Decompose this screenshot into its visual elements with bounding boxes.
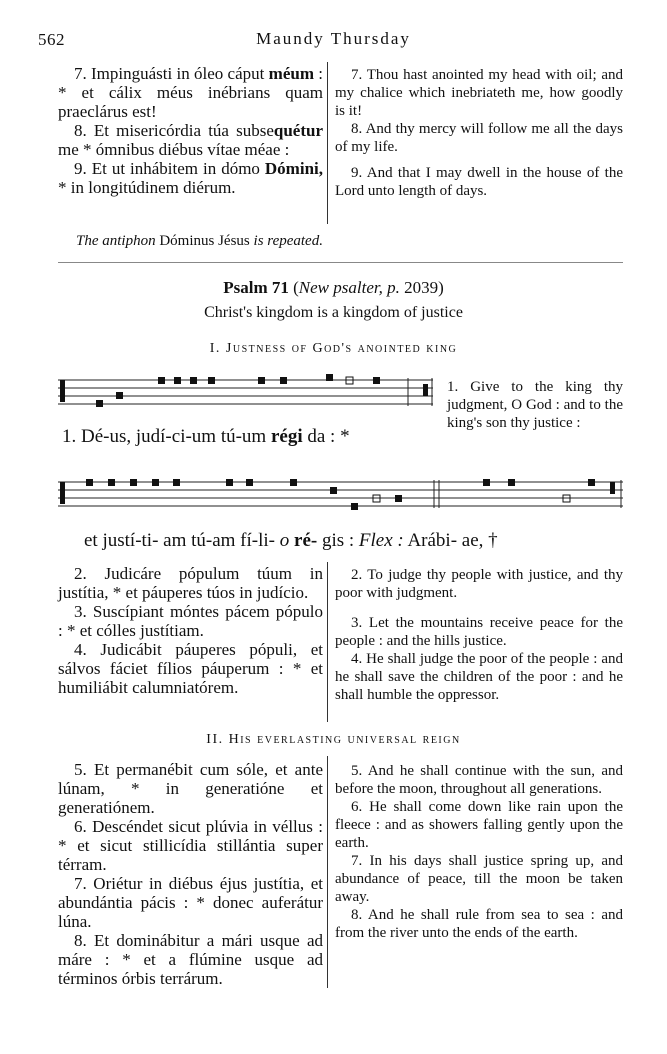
latin-verses-low (58, 760, 323, 988)
latin-verse-6: 6. Descéndet sicut plúvia in véllus : * et sicut stillicídia stillántia super térram. (58, 817, 323, 874)
chant-staff-1 (58, 374, 438, 414)
english-verse-8b: 8. And he shall rule from sea to sea : and from the river unto the ends of the earth. (335, 907, 623, 941)
chant-staff-2 (58, 478, 626, 518)
latin-verse-5: 5. Et permanébit cum sóle, et ante lúnam, * in generatióne et generatiónem. (58, 760, 323, 817)
english-verses-low (335, 762, 623, 942)
latin-verse-2: 2. Judicáre pópulum túum in justítia, * et páuperes túos in judício. (58, 564, 323, 602)
chant-lyric-2: et justí-ti- am tú-am fí-li- o ré- gis : Flex : Arábi- ae, † (84, 530, 498, 551)
latin-verse-7b: 7. Oriétur in diébus éjus justítia, et abundántia pácis : * donec auferátur lúna. (58, 874, 323, 931)
latin-verse-9: 9. Et ut inhábitem in dómo Dómini, * in longitúdinem diérum. (58, 159, 323, 197)
section-heading-2: II. His everlasting universal reign (206, 732, 461, 747)
latin-verse-7: 7. Impinguásti in óleo cáput méum : * et cálix méus inébrians quam praeclárus est! (58, 64, 323, 121)
latin-verse-8b: 8. Et dominábitur a mári usque ad máre : * et a flúmine usque ad términos órbis terrárum. (58, 931, 323, 988)
running-title: Maundy Thursday (256, 29, 411, 48)
chant-lyric-1: 1. Dé-us, judí-ci-um tú-um régi da : * (62, 426, 350, 447)
column-divider (327, 62, 328, 224)
english-verse-6: 6. He shall come down like rain upon the fleece : and as showers falling gently upon the earth. (335, 799, 623, 851)
english-verse-5: 5. And he shall continue with the sun, and before the moon, throughout all generations. (335, 763, 623, 797)
english-verse-2: 2. To judge thy people with justice, and thy poor with judgment. (335, 567, 623, 601)
column-divider (327, 562, 328, 722)
english-verses-top (335, 66, 623, 200)
english-verses-mid (335, 566, 623, 704)
latin-verses-mid (58, 564, 323, 697)
latin-verse-8: 8. Et misericórdia túa subsequétur me * ómnibus diébus vítae méae : (58, 121, 323, 159)
english-verse-8: 8. And thy mercy will follow me all the days of my life. (335, 121, 623, 155)
psalm-subtitle: Christ's kingdom is a kingdom of justice (204, 304, 463, 321)
column-divider (327, 756, 328, 988)
english-verse-1: 1. Give to the king thy judgment, O God : and to the king's son thy justice : (447, 379, 623, 431)
section-heading-1: I. Justness of God's anointed king (209, 341, 458, 356)
english-verse-3: 3. Let the mountains receive peace for the people : and the hills justice. (335, 615, 623, 649)
psalm-title: Psalm 71 (New psalter, p. 2039) (223, 278, 444, 297)
antiphon-note: The antiphon Dóminus Jésus is repeated. (76, 233, 323, 249)
divider-rule (58, 262, 623, 263)
english-verse-4: 4. He shall judge the poor of the people : and he shall save the children of the poor : and he shall humble the oppressor. (335, 651, 623, 703)
page-number: 562 (38, 30, 65, 49)
english-verse-9: 9. And that I may dwell in the house of the Lord unto length of days. (335, 165, 623, 199)
latin-verse-3: 3. Suscípiant móntes pácem pópulo : * et cólles justítiam. (58, 602, 323, 640)
latin-verses-top (58, 64, 323, 197)
english-verse-7b: 7. In his days shall justice spring up, and abundance of peace, till the moon be taken away. (335, 853, 623, 905)
latin-verse-4: 4. Judicábit páuperes pópuli, et sálvos fáciet fílios páuperum : * et humiliábit calumniatórem. (58, 640, 323, 697)
english-verse-7: 7. Thou hast anointed my head with oil; and my chalice which inebriateth me, how goodly is it! (335, 67, 623, 119)
